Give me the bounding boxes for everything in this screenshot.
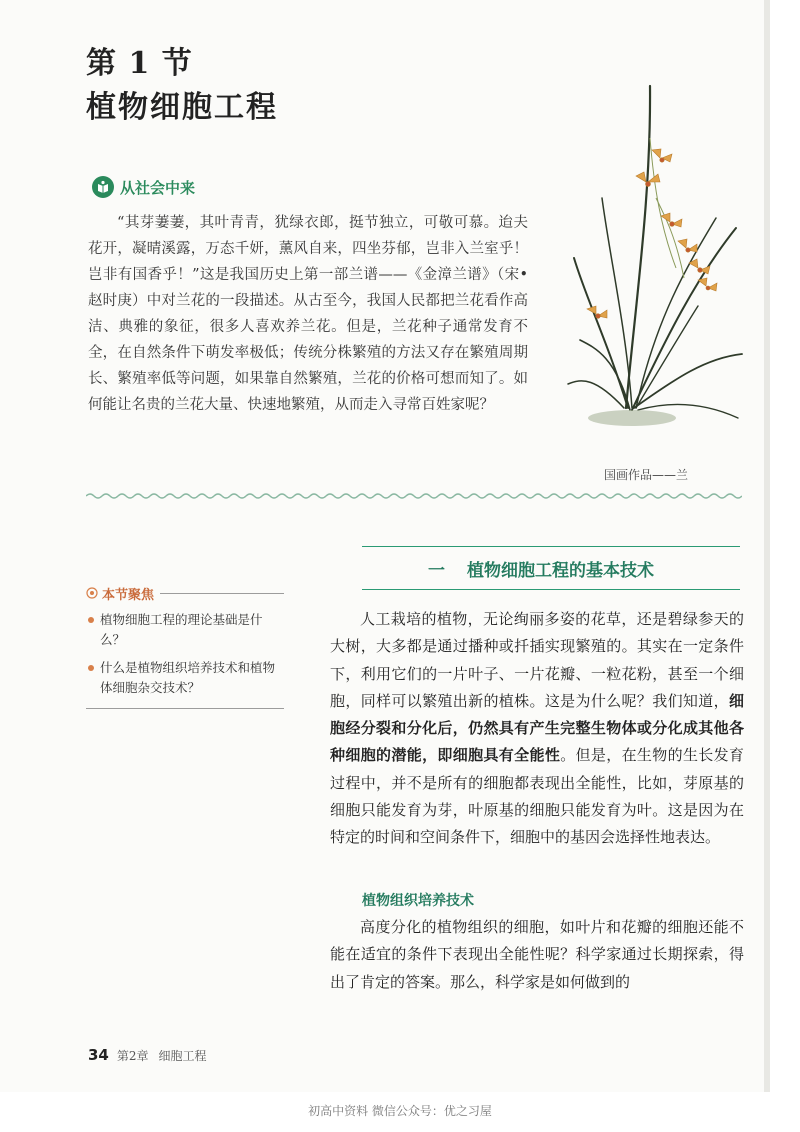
- painting-caption: 国画作品——兰: [604, 468, 689, 482]
- chapter-title: 细胞工程: [158, 1049, 207, 1063]
- focus-item: [86, 610, 284, 650]
- chapter-label: 第2章: [116, 1049, 149, 1063]
- book-circle-icon: [92, 176, 114, 198]
- focus-item: [86, 658, 284, 698]
- main-paragraph: [330, 606, 744, 852]
- section-title: 植物细胞工程: [86, 90, 278, 125]
- orchid-painting: [566, 78, 744, 458]
- bullet-dot-icon: [88, 617, 94, 623]
- wave-divider: [86, 490, 742, 502]
- subsection-header: [362, 546, 740, 590]
- section-number: 第 1 节: [86, 46, 193, 81]
- page-footer: [88, 1046, 207, 1064]
- subsection-number: 一: [428, 560, 445, 581]
- target-icon: [86, 587, 98, 599]
- section-focus-box: [86, 584, 284, 709]
- subsection-title: 植物细胞工程的基本技术: [467, 560, 654, 581]
- bullet-dot-icon: [88, 665, 94, 671]
- paragraph-text: 。但是，在生物的生长发育过程中，并不是所有的细胞都表现出全能性，比如，芽原基的细胞只能发育为芽，叶原基的细胞只能发育为叶。这是因为在特定的时间和空间条件下，细胞中的基因会选择性地表达。: [330, 746, 744, 847]
- watermark-text: 初高中资料 微信公众号：优之习屋: [308, 1104, 492, 1118]
- intro-label: 从社会中来: [120, 178, 196, 197]
- focus-item-text: 什么是植物组织培养技术和植物体细胞杂交技术？: [100, 660, 276, 695]
- key-concept-text: 细胞经分裂和分化后，仍然具有产生完整生物体或分化成其他各种细胞的潜能，即细胞具有全能性: [330, 691, 744, 765]
- focus-header: [86, 584, 284, 602]
- topic-paragraph: 高度分化的植物组织的细胞，如叶片和花瓣的细胞还能不能在适宜的条件下表现出全能性呢？科学家通过长期探索，得出了肯定的答案。那么，科学家是如何做到的: [330, 918, 744, 991]
- focus-item-text: 植物细胞工程的理论基础是什么？: [100, 612, 263, 647]
- intro-header: [92, 176, 195, 198]
- page-number: 34: [88, 1046, 109, 1064]
- focus-label: 本节聚焦: [102, 587, 155, 603]
- focus-rule: [160, 593, 284, 594]
- topic-heading: 植物组织培养技术: [362, 893, 474, 909]
- paragraph-text: 人工栽培的植物，无论绚丽多姿的花草，还是碧绿参天的大树，大多都是通过播种或扦插实现繁殖的。其实在一定条件下，利用它们的一片叶子、一片花瓣、一粒花粉，甚至一个细胞，同样可以繁殖出新的植株。这是为什么呢？我们知道，: [330, 610, 744, 710]
- intro-text: “其芽萋萋，其叶青青，犹绿衣郎，挺节独立，可敬可慕。迨夫花开，凝晴溪露，万态千妍，薰风自来，四坐芬郁，岂非入兰室乎！岂非有国香乎！”这是我国历史上第一部兰谱——《金漳兰谱》（宋•赵时庚）中对兰花的一段描述。从古至今，我国人民都把兰花看作高洁、典雅的象征，很多人喜欢养兰花。但是，兰花种子通常发育不全，在自然条件下萌发率极低；传统分株繁殖的方法又存在繁殖周期长、繁殖率低等问题，如果靠自然繁殖，兰花的价格可想而知了。如何能让名贵的兰花大量、快速地繁殖，从而走入寻常百姓家呢？: [88, 215, 528, 413]
